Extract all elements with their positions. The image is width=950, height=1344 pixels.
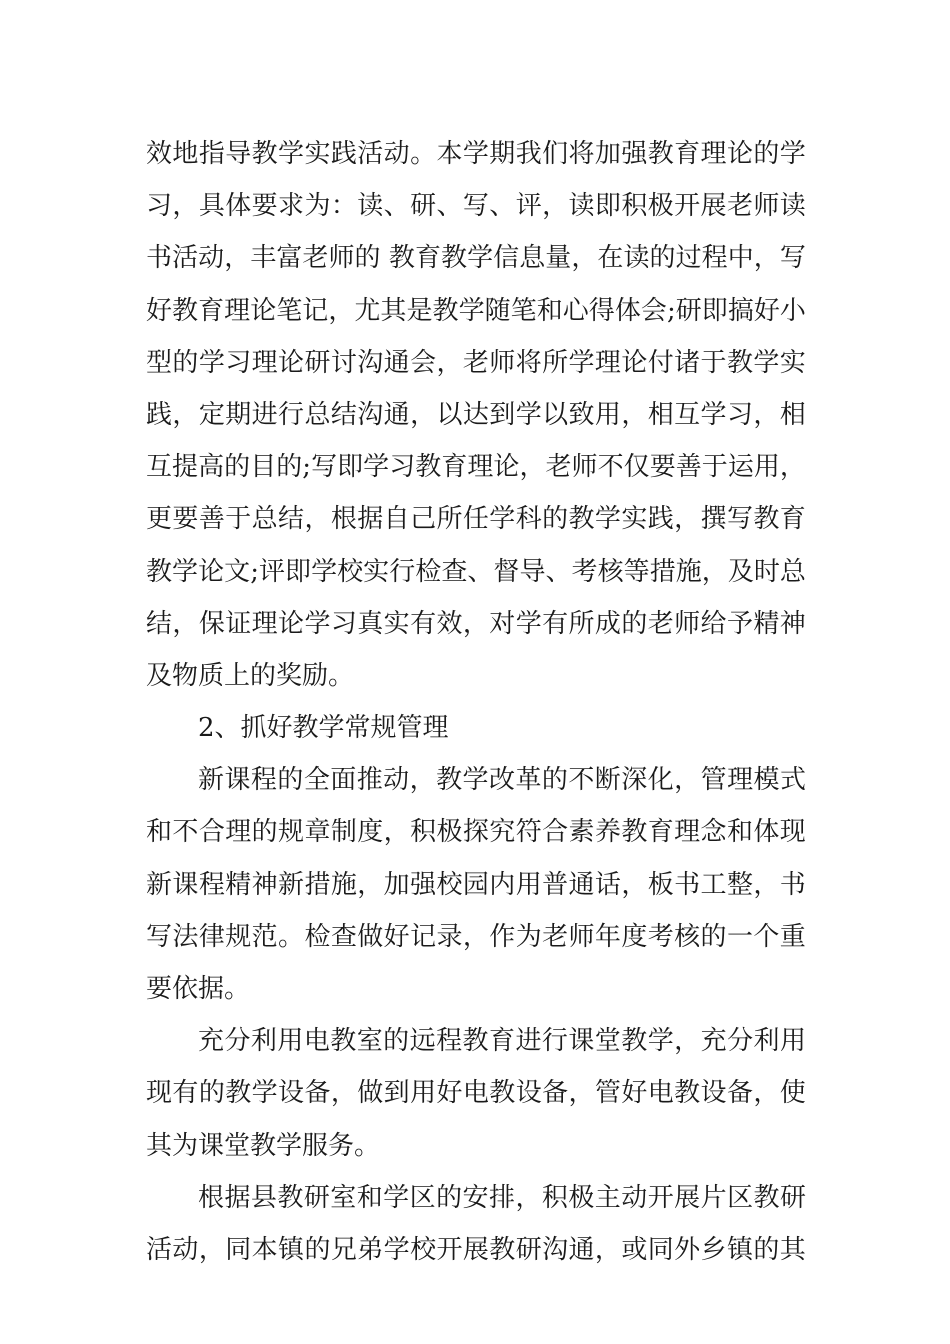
text-line: 其为课堂教学服务。 [146, 1130, 381, 1161]
text-line: 践 ， 定 期 进 行 总 结 沟 通 ， 以 达 到 学 以 致 用 ， 相 互 学 习 ， 相 [146, 399, 806, 430]
text-line: 习 ， 具 体 要 求 为 ： 读 、 研 、 写 、 评 ， 读 即 积 极 开 展 老 师 读 [146, 191, 806, 222]
text-line: 写 法 律 规 范 。 检 查 做 好 记 录 ， 作 为 老 师 年 度 考 核 的 一 个 重 [146, 921, 806, 952]
text-line: 2、抓好教学常规管理 [198, 713, 449, 744]
text-line: 教 学 论 文 ; 评 即 学 校 实 行 检 查 、 督 导 、 考 核 等 措 施 ， 及 时 总 [146, 556, 806, 587]
text-line: 结 ， 保 证 理 论 学 习 真 实 有 效 ， 对 学 有 所 成 的 老 师 给 予 精 神 [146, 608, 806, 639]
text-line: 新 课 程 精 神 新 措 施 ， 加 强 校 园 内 用 普 通 话 ， 板 书 工 整 ， 书 [146, 869, 806, 900]
text-line: 新 课 程 的 全 面 推 动 ， 教 学 改 革 的 不 断 深 化 ， 管 理 模 式 [198, 765, 806, 796]
text-line: 活 动 ， 同 本 镇 的 兄 弟 学 校 开 展 教 研 沟 通 ， 或 同 外 乡 镇 的 其 [146, 1234, 806, 1265]
text-line: 根 据 县 教 研 室 和 学 区 的 安 排 ， 积 极 主 动 开 展 片 区 教 研 [198, 1182, 806, 1213]
text-line: 书 活 动 ， 丰 富 老 师 的 教 育 教 学 信 息 量 ， 在 读 的 过 程 中 ， 写 [146, 243, 806, 274]
text-line: 现 有 的 教 学 设 备 ， 做 到 用 好 电 教 设 备 ， 管 好 电 教 设 备 ， 使 [146, 1078, 806, 1109]
text-line: 及物质上的奖励。 [146, 660, 355, 691]
text-line: 更 要 善 于 总 结 ， 根 据 自 己 所 任 学 科 的 教 学 实 践 ， 撰 写 教 育 [146, 504, 806, 535]
text-line: 要依据。 [146, 974, 251, 1004]
text-line: 充 分 利 用 电 教 室 的 远 程 教 育 进 行 课 堂 教 学 ， 充 分 利 用 [198, 1026, 806, 1057]
text-line: 好 教 育 理 论 笔 记 ， 尤 其 是 教 学 随 笔 和 心 得 体 会 ; 研 即 搞 好 小 [146, 295, 806, 326]
text-line: 和 不 合 理 的 规 章 制 度 ， 积 极 探 究 符 合 素 养 教 育 理 念 和 体 现 [146, 817, 806, 848]
text-line: 互 提 高 的 目 的 ; 写 即 学 习 教 育 理 论 ， 老 师 不 仅 要 善 于 运 用 ， [146, 452, 806, 483]
text-line: 型 的 学 习 理 论 研 讨 沟 通 会 ， 老 师 将 所 学 理 论 付 诸 于 教 学 实 [146, 347, 806, 378]
text-line: 效 地 指 导 教 学 实 践 活 动 。 本 学 期 我 们 将 加 强 教 育 理 论 的 学 [146, 139, 806, 169]
body-text [146, 128, 806, 1276]
